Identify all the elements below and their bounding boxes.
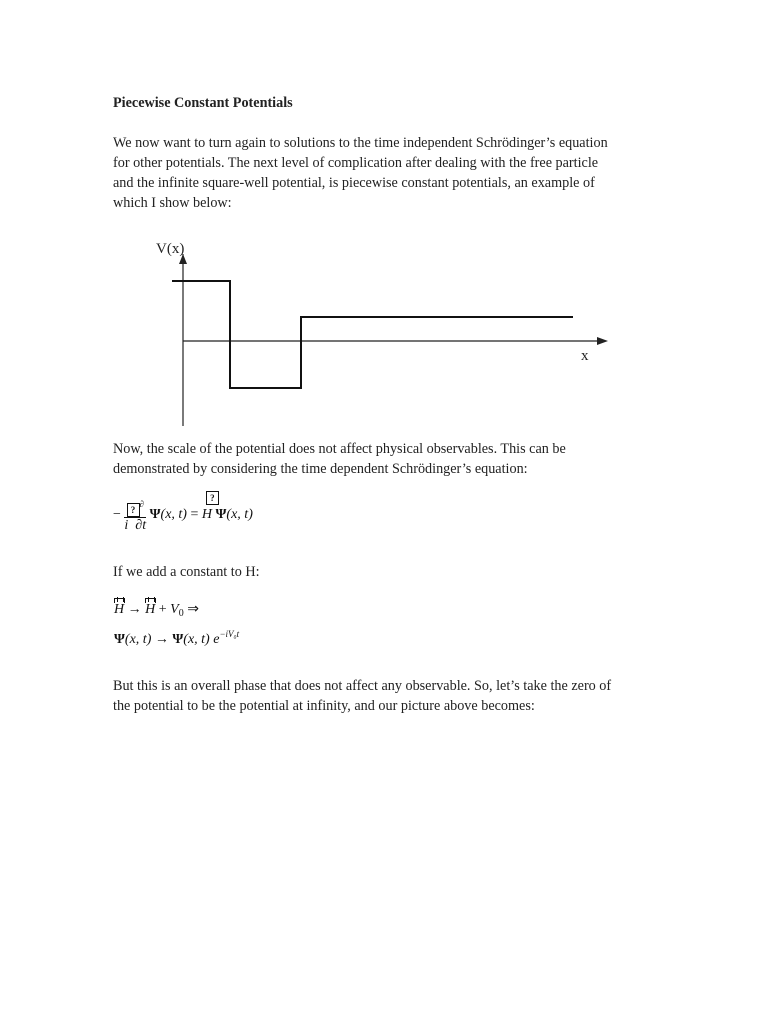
paragraph-phase: [113, 676, 658, 716]
equation-hamiltonian-shift: [114, 601, 199, 619]
potential-diagram: [150, 236, 620, 436]
text-line: the potential to be the potential at infinity, and our picture above becomes:: [113, 698, 535, 714]
hamiltonian-hat: H: [114, 602, 124, 618]
partial-t: ∂t: [135, 518, 147, 533]
y-axis-label: V(x): [156, 241, 185, 257]
paragraph-intro: [113, 133, 658, 213]
x-axis-arrowhead: [597, 337, 608, 345]
psi-symbol: Ψ: [149, 507, 161, 523]
text-line: for other potentials. The next level of complication after dealing with the free particle: [113, 155, 599, 171]
missing-glyph-icon: ?: [127, 503, 140, 517]
psi-args: (x, t): [183, 632, 210, 647]
hamiltonian-hat: H: [145, 602, 155, 618]
paragraph-scale: [113, 439, 658, 479]
text-line: But this is an overall phase that does not affect any observable. So, let’s take the zero of: [113, 678, 612, 694]
equals-sign: =: [190, 507, 199, 523]
equation-schrodinger: [113, 493, 253, 533]
minus-sign: −: [113, 507, 121, 523]
plus-sign: +: [158, 602, 167, 617]
implies-symbol: ⇒: [187, 602, 199, 617]
missing-glyph-icon: ?: [206, 491, 219, 505]
text-line: which I show below:: [113, 195, 232, 211]
psi-args: (x, t): [226, 507, 253, 523]
section-heading: Piecewise Constant Potentials: [113, 95, 293, 111]
phase-exponent: −iV₀t: [219, 629, 240, 639]
psi-symbol: Ψ: [114, 632, 125, 647]
text-line: If we add a constant to H:: [113, 564, 260, 580]
potential-curve: [172, 281, 573, 388]
subscript-zero: 0: [178, 608, 184, 619]
psi-args: (x, t): [124, 632, 152, 647]
psi-symbol: Ψ: [172, 632, 184, 647]
imaginary-unit: i: [124, 518, 129, 533]
text-line: We now want to turn again to solutions to the time independent Schrödinger’s equation: [113, 135, 608, 151]
arrow-symbol: →: [127, 602, 142, 617]
hamiltonian: H: [201, 507, 212, 523]
psi-args: (x, t): [160, 507, 187, 523]
exponential-e: e: [213, 632, 220, 647]
paragraph-add-constant: [113, 562, 658, 582]
arrow-symbol: →: [154, 632, 169, 647]
potential-diagram-svg: [150, 236, 620, 436]
fraction: [124, 497, 146, 533]
potential-symbol: V: [170, 602, 179, 617]
psi-symbol: Ψ: [215, 507, 227, 523]
x-axis-label: x: [581, 348, 589, 364]
text-line: demonstrated by considering the time dependent Schrödinger’s equation:: [113, 461, 528, 477]
partial-symbol: ∂: [139, 499, 144, 509]
text-line: Now, the scale of the potential does not affect physical observables. This can be: [113, 441, 566, 457]
equation-phase: [114, 629, 239, 648]
text-line: and the infinite square-well potential, is piecewise constant potentials, an example of: [113, 175, 595, 191]
